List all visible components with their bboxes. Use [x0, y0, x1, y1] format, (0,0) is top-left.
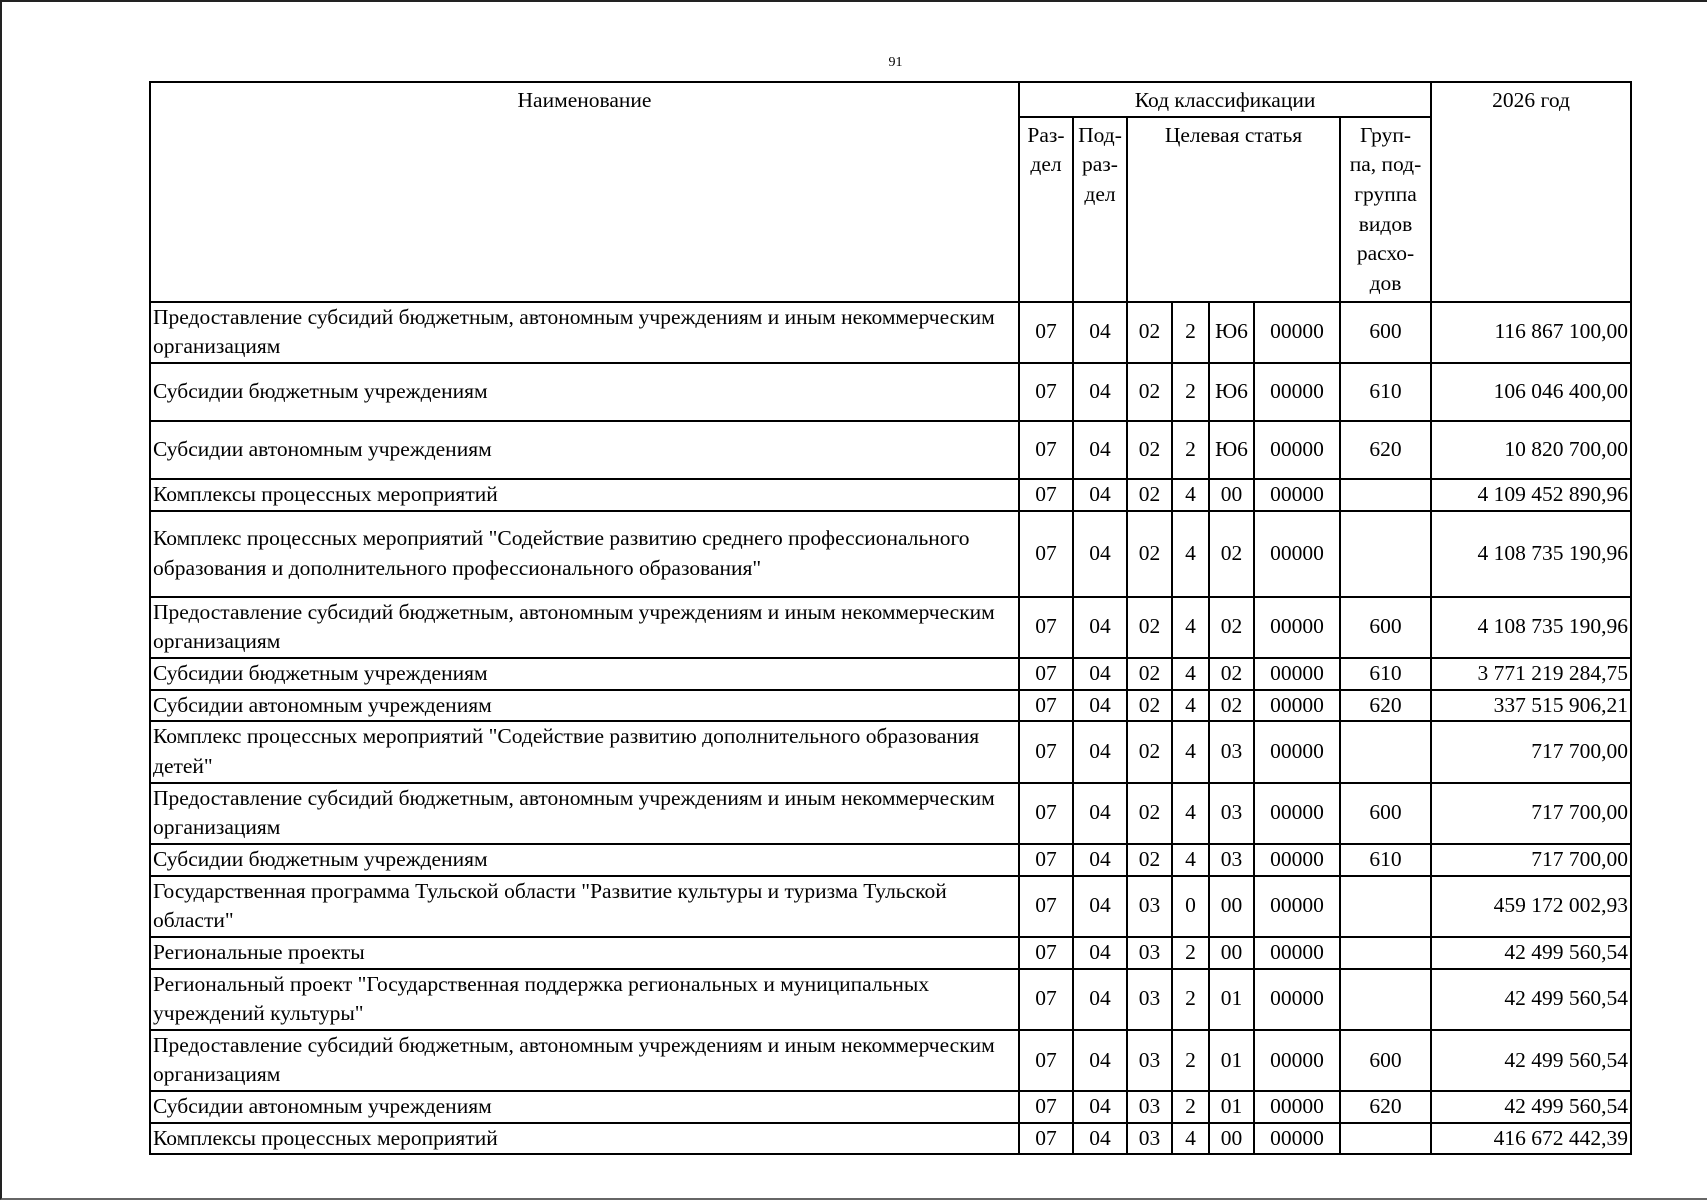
table-row [150, 937, 1631, 969]
header-podrazdel: Под- раз- дел [1073, 117, 1127, 302]
row-target-project: 01 [1209, 1091, 1254, 1123]
row-razdel: 07 [1019, 1123, 1073, 1155]
row-name: Субсидии бюджетным учреждениям [150, 658, 1019, 690]
row-amount: 717 700,00 [1431, 844, 1631, 876]
row-razdel: 07 [1019, 844, 1073, 876]
row-target-project: 02 [1209, 690, 1254, 722]
row-target-direction: 00000 [1254, 783, 1340, 844]
row-name: Комплексы процессных мероприятий [150, 479, 1019, 511]
table-row [150, 721, 1631, 782]
row-name: Государственная программа Тульской области "Развитие культуры и туризма Тульской области" [150, 876, 1019, 937]
row-name: Субсидии автономным учреждениям [150, 690, 1019, 722]
row-razdel: 07 [1019, 690, 1073, 722]
row-target-type: 2 [1172, 969, 1209, 1030]
row-name: Комплексы процессных мероприятий [150, 1123, 1019, 1155]
row-target-program: 03 [1127, 969, 1172, 1030]
row-name: Региональные проекты [150, 937, 1019, 969]
row-target-direction: 00000 [1254, 969, 1340, 1030]
row-podrazdel: 04 [1073, 421, 1127, 479]
row-razdel: 07 [1019, 721, 1073, 782]
row-amount: 42 499 560,54 [1431, 1091, 1631, 1123]
row-target-program: 03 [1127, 937, 1172, 969]
row-target-type: 4 [1172, 511, 1209, 597]
header-row-1 [150, 82, 1631, 117]
row-target-project: 00 [1209, 1123, 1254, 1155]
row-podrazdel: 04 [1073, 876, 1127, 937]
row-expense-group: 620 [1340, 421, 1431, 479]
row-expense-group: 610 [1340, 844, 1431, 876]
header-classification-code: Код классификации [1019, 82, 1431, 117]
row-razdel: 07 [1019, 1091, 1073, 1123]
row-target-type: 4 [1172, 479, 1209, 511]
row-name: Субсидии бюджетным учреждениям [150, 844, 1019, 876]
table-row [150, 479, 1631, 511]
row-expense-group [1340, 937, 1431, 969]
row-podrazdel: 04 [1073, 690, 1127, 722]
row-name: Региональный проект "Государственная поддержка региональных и муниципальных учреждений культуры" [150, 969, 1019, 1030]
row-target-direction: 00000 [1254, 479, 1340, 511]
row-target-program: 02 [1127, 421, 1172, 479]
row-podrazdel: 04 [1073, 302, 1127, 363]
row-amount: 42 499 560,54 [1431, 1030, 1631, 1091]
header-expense-group: Груп- па, под- группа видов расхо- дов [1340, 117, 1431, 302]
row-amount: 4 108 735 190,96 [1431, 597, 1631, 658]
row-target-direction: 00000 [1254, 1030, 1340, 1091]
row-target-type: 4 [1172, 721, 1209, 782]
row-razdel: 07 [1019, 876, 1073, 937]
row-target-direction: 00000 [1254, 597, 1340, 658]
row-expense-group: 600 [1340, 1030, 1431, 1091]
row-expense-group [1340, 1123, 1431, 1155]
row-expense-group [1340, 479, 1431, 511]
row-amount: 3 771 219 284,75 [1431, 658, 1631, 690]
row-amount: 10 820 700,00 [1431, 421, 1631, 479]
row-target-program: 03 [1127, 1091, 1172, 1123]
row-target-direction: 00000 [1254, 363, 1340, 421]
table-row [150, 876, 1631, 937]
row-target-program: 02 [1127, 479, 1172, 511]
row-expense-group [1340, 721, 1431, 782]
row-podrazdel: 04 [1073, 511, 1127, 597]
row-target-program: 03 [1127, 1123, 1172, 1155]
row-name: Комплекс процессных мероприятий "Содействие развитию дополнительного образования детей" [150, 721, 1019, 782]
row-expense-group: 600 [1340, 597, 1431, 658]
row-amount: 116 867 100,00 [1431, 302, 1631, 363]
row-podrazdel: 04 [1073, 479, 1127, 511]
row-razdel: 07 [1019, 597, 1073, 658]
row-podrazdel: 04 [1073, 1123, 1127, 1155]
row-target-program: 02 [1127, 783, 1172, 844]
row-amount: 42 499 560,54 [1431, 937, 1631, 969]
row-target-program: 02 [1127, 658, 1172, 690]
row-target-type: 4 [1172, 690, 1209, 722]
row-amount: 717 700,00 [1431, 721, 1631, 782]
row-name: Предоставление субсидий бюджетным, автономным учреждениям и иным некоммерческим организациям [150, 597, 1019, 658]
row-razdel: 07 [1019, 421, 1073, 479]
table-body [150, 302, 1631, 1155]
row-podrazdel: 04 [1073, 1091, 1127, 1123]
row-amount: 106 046 400,00 [1431, 363, 1631, 421]
table-row [150, 302, 1631, 363]
row-target-direction: 00000 [1254, 421, 1340, 479]
row-target-program: 02 [1127, 302, 1172, 363]
row-target-project: 03 [1209, 783, 1254, 844]
row-podrazdel: 04 [1073, 969, 1127, 1030]
table-row [150, 1091, 1631, 1123]
row-razdel: 07 [1019, 363, 1073, 421]
budget-table [149, 81, 1632, 1155]
row-amount: 4 108 735 190,96 [1431, 511, 1631, 597]
row-target-direction: 00000 [1254, 658, 1340, 690]
row-expense-group: 600 [1340, 302, 1431, 363]
table-row [150, 511, 1631, 597]
row-target-project: 00 [1209, 937, 1254, 969]
table-row [150, 363, 1631, 421]
row-target-direction: 00000 [1254, 690, 1340, 722]
row-razdel: 07 [1019, 511, 1073, 597]
row-target-project: 03 [1209, 721, 1254, 782]
row-target-project: 01 [1209, 969, 1254, 1030]
row-target-type: 2 [1172, 1091, 1209, 1123]
row-expense-group: 620 [1340, 1091, 1431, 1123]
row-target-direction: 00000 [1254, 1091, 1340, 1123]
row-amount: 337 515 906,21 [1431, 690, 1631, 722]
row-target-type: 2 [1172, 937, 1209, 969]
row-expense-group: 620 [1340, 690, 1431, 722]
row-target-project: 00 [1209, 479, 1254, 511]
row-razdel: 07 [1019, 969, 1073, 1030]
row-target-type: 2 [1172, 302, 1209, 363]
row-name: Субсидии бюджетным учреждениям [150, 363, 1019, 421]
row-name: Субсидии автономным учреждениям [150, 421, 1019, 479]
row-name: Субсидии автономным учреждениям [150, 1091, 1019, 1123]
row-podrazdel: 04 [1073, 1030, 1127, 1091]
row-razdel: 07 [1019, 937, 1073, 969]
row-target-project: 02 [1209, 658, 1254, 690]
header-razdel: Раз- дел [1019, 117, 1073, 302]
row-amount: 4 109 452 890,96 [1431, 479, 1631, 511]
row-target-program: 03 [1127, 876, 1172, 937]
table-row [150, 1030, 1631, 1091]
row-expense-group: 610 [1340, 363, 1431, 421]
row-amount: 416 672 442,39 [1431, 1123, 1631, 1155]
header-name: Наименование [150, 82, 1019, 302]
row-target-program: 02 [1127, 844, 1172, 876]
row-podrazdel: 04 [1073, 783, 1127, 844]
row-target-direction: 00000 [1254, 721, 1340, 782]
row-target-direction: 00000 [1254, 302, 1340, 363]
row-podrazdel: 04 [1073, 597, 1127, 658]
header-year: 2026 год [1431, 82, 1631, 302]
row-expense-group: 610 [1340, 658, 1431, 690]
row-target-project: Ю6 [1209, 302, 1254, 363]
row-razdel: 07 [1019, 302, 1073, 363]
row-target-type: 4 [1172, 658, 1209, 690]
row-target-type: 2 [1172, 363, 1209, 421]
table-row [150, 844, 1631, 876]
row-target-program: 02 [1127, 511, 1172, 597]
row-target-direction: 00000 [1254, 511, 1340, 597]
row-name: Предоставление субсидий бюджетным, автономным учреждениям и иным некоммерческим организациям [150, 783, 1019, 844]
row-target-program: 02 [1127, 597, 1172, 658]
row-target-program: 02 [1127, 363, 1172, 421]
row-target-type: 4 [1172, 597, 1209, 658]
row-razdel: 07 [1019, 479, 1073, 511]
table-row [150, 1123, 1631, 1155]
header-target-article: Целевая статья [1127, 117, 1340, 302]
table-row [150, 969, 1631, 1030]
row-target-project: Ю6 [1209, 421, 1254, 479]
row-target-type: 4 [1172, 1123, 1209, 1155]
row-podrazdel: 04 [1073, 937, 1127, 969]
row-target-type: 4 [1172, 783, 1209, 844]
row-target-type: 2 [1172, 1030, 1209, 1091]
table-row [150, 783, 1631, 844]
row-target-program: 03 [1127, 1030, 1172, 1091]
table-row [150, 690, 1631, 722]
table-row [150, 658, 1631, 690]
row-amount: 42 499 560,54 [1431, 969, 1631, 1030]
row-name: Комплекс процессных мероприятий "Содействие развитию среднего профессионального образования и дополнительного профессионального образования" [150, 511, 1019, 597]
row-target-project: 02 [1209, 597, 1254, 658]
row-expense-group: 600 [1340, 783, 1431, 844]
row-target-type: 0 [1172, 876, 1209, 937]
row-podrazdel: 04 [1073, 721, 1127, 782]
row-expense-group [1340, 876, 1431, 937]
row-name: Предоставление субсидий бюджетным, автономным учреждениям и иным некоммерческим организациям [150, 1030, 1019, 1091]
row-target-project: Ю6 [1209, 363, 1254, 421]
row-target-project: 02 [1209, 511, 1254, 597]
row-podrazdel: 04 [1073, 658, 1127, 690]
table-row [150, 597, 1631, 658]
row-target-type: 2 [1172, 421, 1209, 479]
row-amount: 717 700,00 [1431, 783, 1631, 844]
page-number: 91 [888, 55, 903, 70]
row-razdel: 07 [1019, 783, 1073, 844]
row-razdel: 07 [1019, 1030, 1073, 1091]
row-expense-group [1340, 511, 1431, 597]
row-target-project: 00 [1209, 876, 1254, 937]
row-podrazdel: 04 [1073, 844, 1127, 876]
row-target-project: 03 [1209, 844, 1254, 876]
row-target-direction: 00000 [1254, 1123, 1340, 1155]
row-target-program: 02 [1127, 721, 1172, 782]
table-row [150, 421, 1631, 479]
row-target-project: 01 [1209, 1030, 1254, 1091]
row-target-type: 4 [1172, 844, 1209, 876]
row-amount: 459 172 002,93 [1431, 876, 1631, 937]
row-razdel: 07 [1019, 658, 1073, 690]
row-target-direction: 00000 [1254, 876, 1340, 937]
row-podrazdel: 04 [1073, 363, 1127, 421]
row-expense-group [1340, 969, 1431, 1030]
row-target-direction: 00000 [1254, 844, 1340, 876]
row-name: Предоставление субсидий бюджетным, автономным учреждениям и иным некоммерческим организациям [150, 302, 1019, 363]
row-target-direction: 00000 [1254, 937, 1340, 969]
row-target-program: 02 [1127, 690, 1172, 722]
